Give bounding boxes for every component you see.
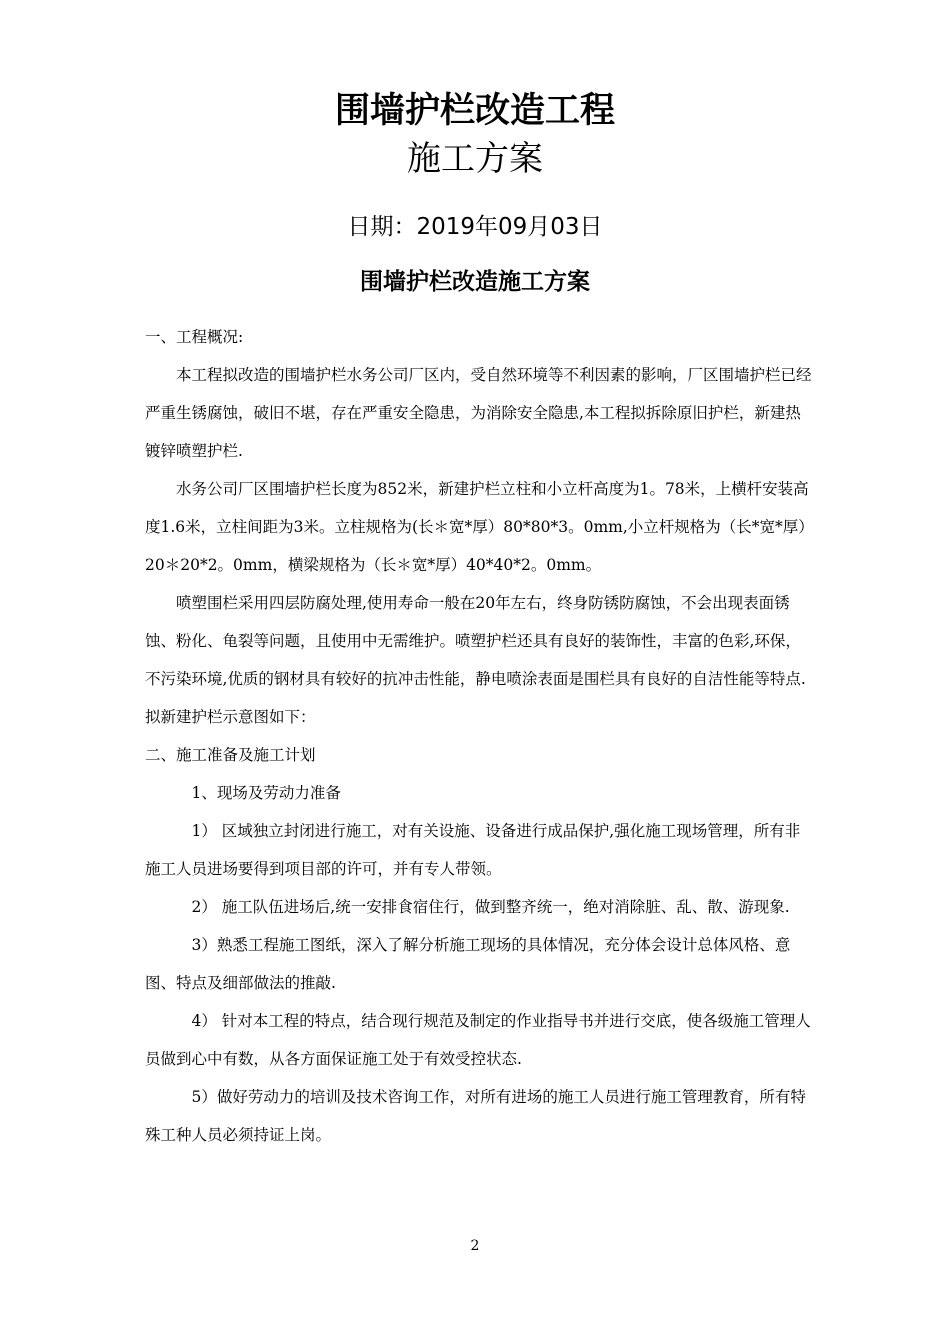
list-item-1: 1） 区域独立封闭进行施工，对有关设施、设备进行成品保护,强化施工现场管理，所有非施工人员进场要得到项目部的许可，并有专人带领。: [145, 822, 801, 878]
document-title: 围墙护栏改造工程: [334, 91, 615, 131]
document-subtitle: 施工方案: [407, 139, 543, 179]
section-2-title: 二、施工准备及施工计划: [145, 746, 316, 764]
paragraph-overview: 本工程拟改造的围墙护栏水务公司厂区内，受自然环境等不利因素的影响，厂区围墙护栏已经严重生锈腐蚀，破旧不堪，存在严重安全隐患，为消除安全隐患,本工程拟拆除原旧护栏，新建热镀锌喷塑护栏.: [145, 366, 812, 460]
subsection-1-title: 1、现场及劳动力准备: [191, 784, 341, 802]
document-body: [145, 318, 815, 1154]
section-heading: 围墙护栏改造施工方案: [360, 269, 590, 295]
list-item-2: 2） 施工队伍进场后,统一安排食宿住行，做到整齐统一，绝对消除脏、乱、散、游现象.: [191, 898, 790, 916]
paragraph-diagram-note: 拟新建护栏示意图如下：: [145, 708, 316, 726]
document-date: 日期：2019年09月03日: [347, 214, 603, 240]
list-item-5: 5）做好劳动力的培训及技术咨询工作，对所有进场的施工人员进行施工管理教育，所有特殊工种人员必须持证上岗。: [145, 1088, 806, 1144]
section-1-title: 一、工程概况:: [145, 328, 244, 346]
paragraph-specifications: 水务公司厂区围墙护栏长度为852米，新建护栏立柱和小立杆高度为1。78米，上横杆安装高度1.6米，立柱间距为3米。立柱规格为(长＊宽*厚）80*80*3。0mm,小立杆规格为（长*宽*厚）20＊20*2。0mm，横梁规格为（长＊宽*厚）40*40*2。0mm。: [145, 480, 814, 574]
page-number: 2: [470, 1238, 480, 1254]
paragraph-coating: 喷塑围栏采用四层防腐处理,使用寿命一般在20年左右，终身防锈防腐蚀，不会出现表面锈蚀、粉化、龟裂等问题，且使用中无需维护。喷塑护栏还具有良好的装饰性，丰富的色彩,环保，不污染环境,优质的钢材具有较好的抗冲击性能，静电喷涂表面是围栏具有良好的自洁性能等特点.: [145, 594, 806, 688]
list-item-4: 4） 针对本工程的特点，结合现行规范及制定的作业指导书并进行交底，使各级施工管理人员做到心中有数，从各方面保证施工处于有效受控状态.: [145, 1012, 811, 1068]
list-item-3: 3）熟悉工程施工图纸，深入了解分析施工现场的具体情况，充分体会设计总体风格、意图、特点及细部做法的推敲.: [145, 936, 791, 992]
